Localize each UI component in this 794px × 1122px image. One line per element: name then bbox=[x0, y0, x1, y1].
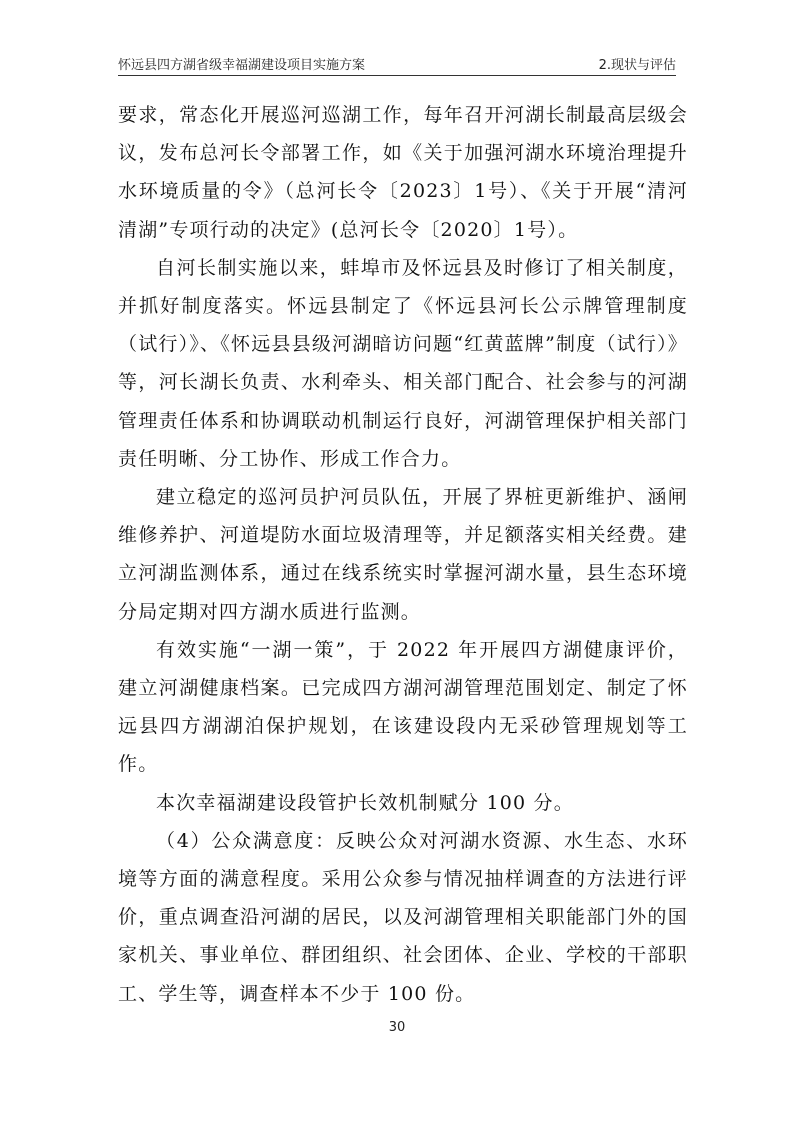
body-text bbox=[118, 96, 688, 1013]
paragraph: （4）公众满意度：反映公众对河湖水资源、水生态、水环境等方面的满意程度。采用公众参与情况抽样调查的方法进行评价，重点调查沿河湖的居民，以及河湖管理相关职能部门外的国家机关、事业单位、群团组织、社会团体、企业、学校的干部职工、学生等，调查样本不少于 100 份。 bbox=[118, 829, 688, 1005]
page-number: 30 bbox=[388, 1020, 406, 1035]
header-divider bbox=[118, 75, 676, 76]
paragraph: 自河长制实施以来，蚌埠市及怀远县及时修订了相关制度，并抓好制度落实。怀远县制定了《怀远县河长公示牌管理制度（试行）》、《怀远县县级河湖暗访问题“红黄蓝牌”制度（试行）》等，河长湖长负责、水利牵头、相关部门配合、社会参与的河湖管理责任体系和协调联动机制运行良好，河湖管理保护相关部门责任明晰、分工协作、形成工作合力。 bbox=[118, 256, 688, 470]
page-header bbox=[118, 52, 676, 74]
document-title: 怀远县四方湖省级幸福湖建设项目实施方案 bbox=[118, 58, 366, 73]
paragraph: 本次幸福湖建设段管护长效机制赋分 100 分。 bbox=[156, 791, 574, 814]
paragraph-continued: 要求，常态化开展巡河巡湖工作，每年召开河湖长制最高层级会议，发布总河长令部署工作，如《关于加强河湖水环境治理提升水环境质量的令》（总河长令〔2023〕1号）、《关于开展“清河清湖”专项行动的决定》(总河长令〔2020〕1号）。 bbox=[118, 104, 688, 241]
paragraph: 建立稳定的巡河员护河员队伍，开展了界桩更新维护、涵闸维修养护、河道堤防水面垃圾清理等，并足额落实相关经费。建立河湖监测体系，通过在线系统实时掌握河湖水量，县生态环境分局定期对四方湖水质进行监测。 bbox=[118, 486, 688, 623]
paragraph: 有效实施“一湖一策”，于 2022 年开展四方湖健康评价，建立河湖健康档案。已完成四方湖河湖管理范围划定、制定了怀远县四方湖湖泊保护规划，在该建设段内无采砂管理规划等工作。 bbox=[118, 638, 688, 776]
section-title: 2.现状与评估 bbox=[598, 58, 676, 73]
